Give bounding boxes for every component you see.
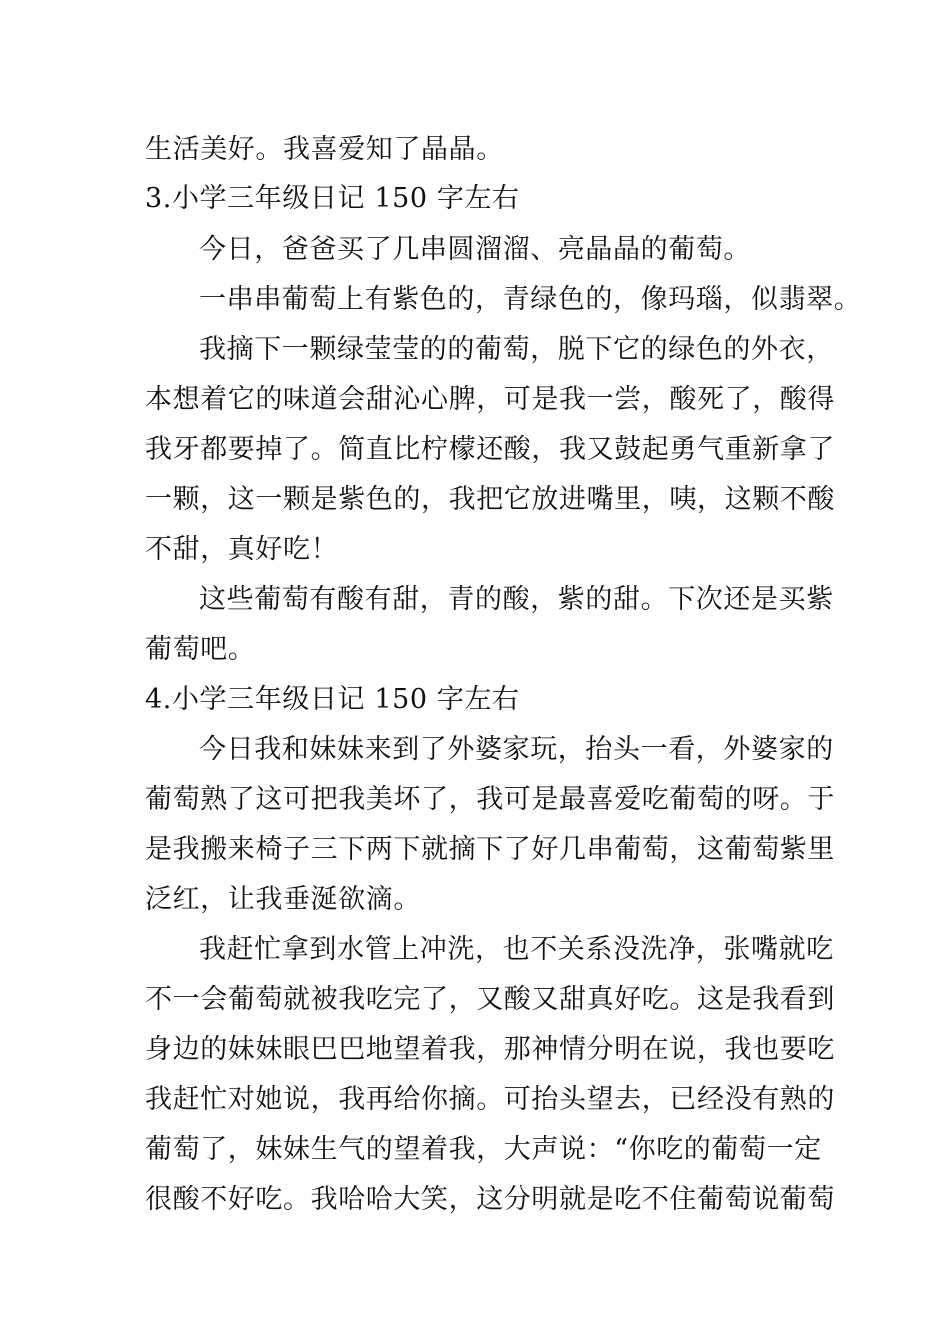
paragraph-line: 葡萄吧。 bbox=[145, 634, 256, 665]
paragraph-line: 很酸不好吃。我哈哈大笑，这分明就是吃不住葡萄说葡萄 bbox=[145, 1184, 835, 1215]
paragraph-line: 我赶忙对她说，我再给你摘。可抬头望去，已经没有熟的 bbox=[145, 1084, 835, 1115]
paragraph-line: 葡萄熟了这可把我美坏了，我可是最喜爱吃葡萄的呀。于 bbox=[145, 784, 835, 815]
section-heading-3: 3.小学三年级日记 150 字左右 bbox=[145, 183, 520, 214]
section-heading-4: 4.小学三年级日记 150 字左右 bbox=[145, 684, 520, 715]
paragraph-line: 生活美好。我喜爱知了晶晶。 bbox=[145, 134, 504, 165]
paragraph-line: 身边的妹妹眼巴巴地望着我，那神情分明在说，我也要吃 bbox=[145, 1034, 835, 1065]
paragraph-line: 这些葡萄有酸有甜，青的酸，紫的甜。下次还是买紫 bbox=[199, 584, 834, 615]
paragraph-line: 不一会葡萄就被我吃完了，又酸又甜真好吃。这是我看到 bbox=[145, 984, 835, 1015]
paragraph-line: 今日，爸爸买了几串圆溜溜、亮晶晶的葡萄。 bbox=[199, 234, 751, 265]
paragraph-line: 今日我和妹妹来到了外婆家玩，抬头一看，外婆家的 bbox=[199, 734, 834, 765]
paragraph-line: 我摘下一颗绿莹莹的的葡萄，脱下它的绿色的外衣， bbox=[199, 334, 834, 365]
paragraph-line: 一颗，这一颗是紫色的，我把它放进嘴里，咦，这颗不酸 bbox=[145, 484, 835, 515]
paragraph-line: 我赶忙拿到水管上冲洗，也不关系没洗净，张嘴就吃 bbox=[199, 934, 834, 965]
paragraph-line: 我牙都要掉了。简直比柠檬还酸，我又鼓起勇气重新拿了 bbox=[145, 434, 835, 465]
paragraph-line: 本想着它的味道会甜沁心脾，可是我一尝，酸死了，酸得 bbox=[145, 384, 835, 415]
paragraph-line: 葡萄了，妹妹生气的望着我，大声说：“你吃的葡萄一定 bbox=[145, 1134, 822, 1165]
paragraph-line: 不甜，真好吃！ bbox=[145, 534, 339, 565]
paragraph-line: 泛红，让我垂涎欲滴。 bbox=[145, 884, 421, 915]
paragraph-line: 是我搬来椅子三下两下就摘下了好几串葡萄，这葡萄紫里 bbox=[145, 834, 835, 865]
paragraph-line: 一串串葡萄上有紫色的，青绿色的，像玛瑙，似翡翠。 bbox=[199, 284, 862, 315]
